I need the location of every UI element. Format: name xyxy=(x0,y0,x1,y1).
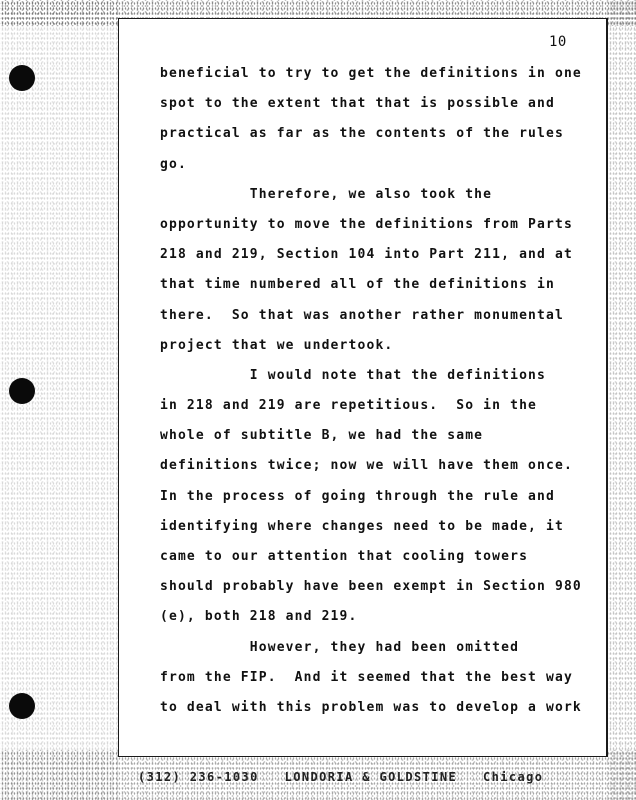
transcript-line: should probably have been exempt in Section 980 xyxy=(160,579,582,595)
transcript-line: opportunity to move the definitions from Parts xyxy=(160,216,573,232)
transcript-line: definitions twice; now we will have them once. xyxy=(160,458,573,474)
transcript-line: spot to the extent that that is possible and xyxy=(160,96,555,112)
transcript-line: came to our attention that cooling towers xyxy=(160,549,529,564)
transcript-line: practical as far as the contents of the rules xyxy=(160,126,564,142)
transcript-line: I would note that the definitions xyxy=(160,367,546,383)
transcript-line: (e), both 218 and 219. xyxy=(160,609,358,625)
transcript-line: However, they had been omitted xyxy=(160,639,520,655)
transcript-line: in 218 and 219 are repetitious. So in the xyxy=(160,398,538,414)
transcript-line: there. So that was another rather monumental xyxy=(160,307,564,323)
page-number: 10 xyxy=(549,34,567,50)
transcript-line: from the FIP. And it seemed that the best way xyxy=(160,669,573,685)
punch-hole-middle xyxy=(9,378,35,404)
scan-noise-right xyxy=(608,0,636,800)
transcript-text xyxy=(160,64,606,728)
transcript-line: beneficial to try to get the definitions in one xyxy=(160,66,582,81)
transcript-line: 218 and 219, Section 104 into Part 211, and at xyxy=(160,247,573,263)
transcript-line: that time numbered all of the definitions in xyxy=(160,277,555,293)
court-reporter-footer: (312) 236-1030 LONDORIA & GOLDSTINE Chicago xyxy=(138,770,544,784)
transcript-line: go. xyxy=(160,156,187,172)
punch-hole-top xyxy=(9,65,35,91)
transcript-line: identifying where changes need to be made, it xyxy=(160,518,564,534)
transcript-line: project that we undertook. xyxy=(160,337,394,353)
transcript-line: In the process of going through the rule and xyxy=(160,488,555,504)
transcript-line: Therefore, we also took the xyxy=(160,186,493,202)
punch-hole-bottom xyxy=(9,693,35,719)
transcript-line: whole of subtitle B, we had the same xyxy=(160,428,484,444)
transcript-line: to deal with this problem was to develop a work xyxy=(160,699,582,715)
